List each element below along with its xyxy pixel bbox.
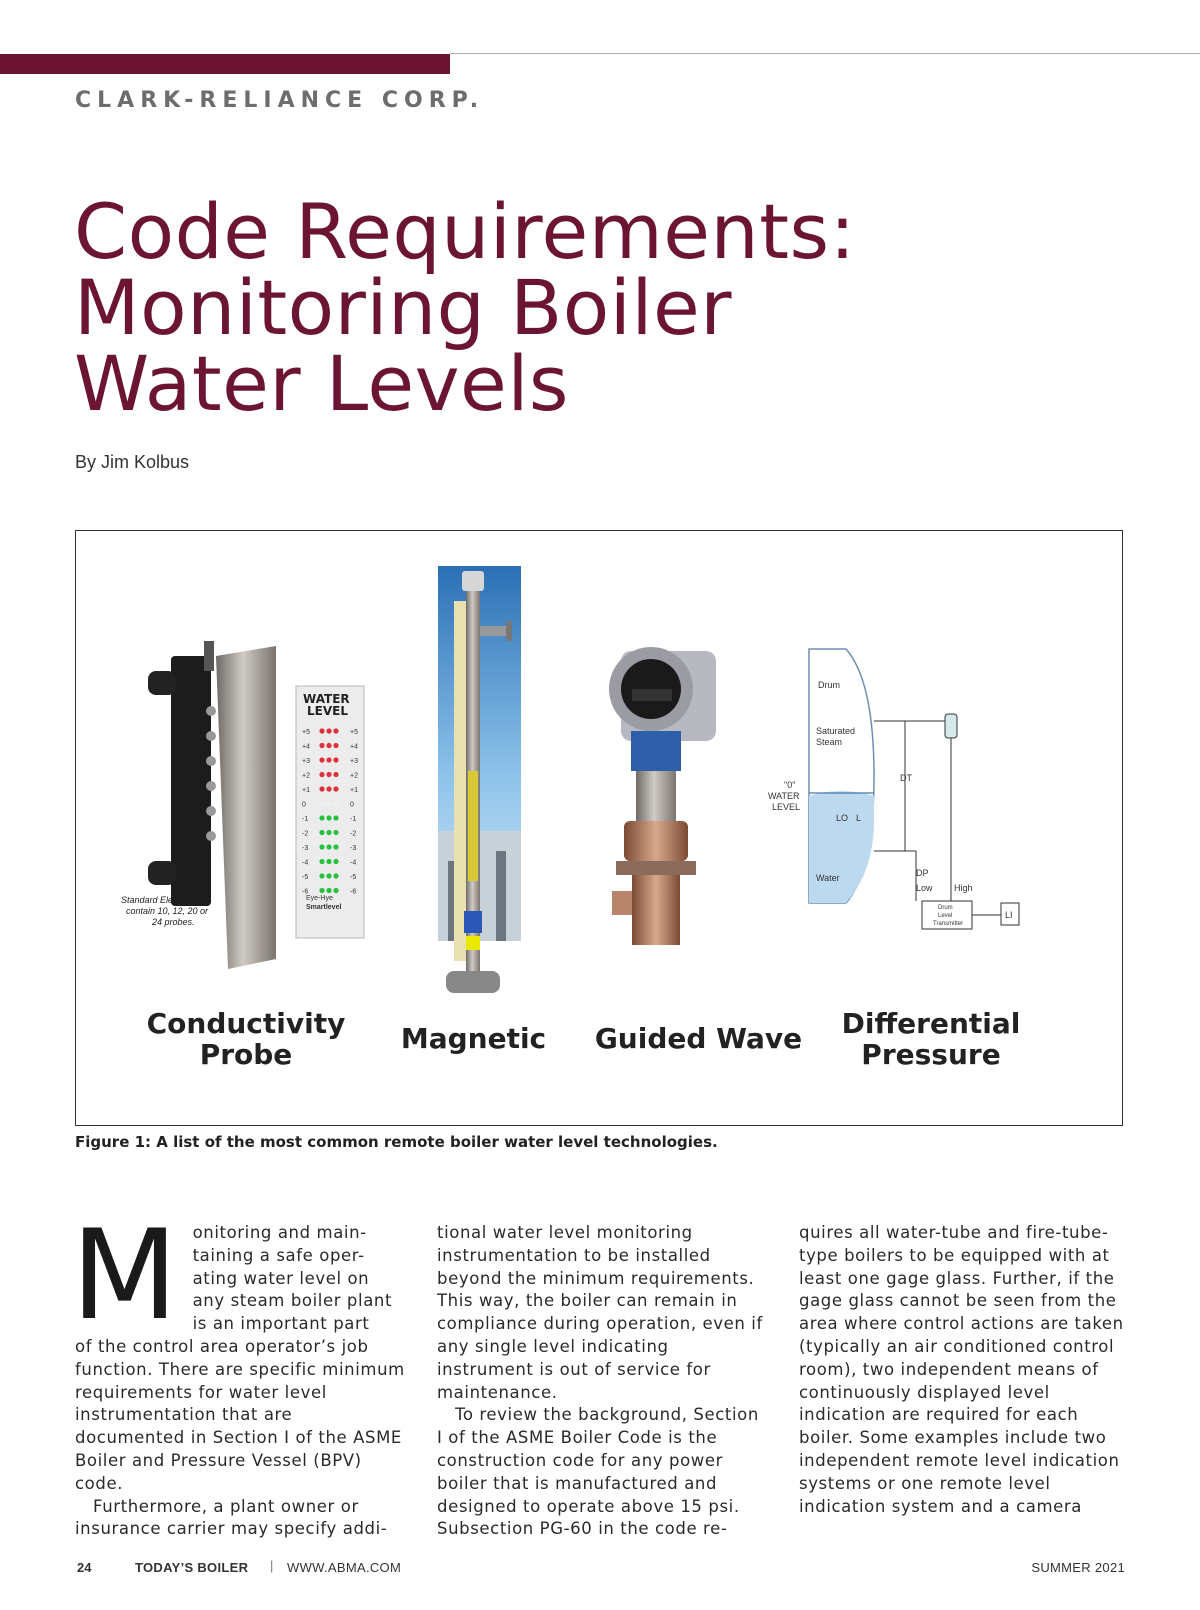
led-dot [333, 772, 338, 777]
paragraph: tional water level monitoring instrumentation to be installed beyond the minimum requirements. This way, the boiler can remain in compliance during operation, even if any single level indicating instrument is out of service for maintenance. [437, 1223, 763, 1402]
led-scale-label: +2 [350, 772, 358, 780]
electrode-note-line: 24 probes. [152, 917, 195, 927]
figure-label-line: Probe [199, 1038, 293, 1071]
led-scale-label: +5 [302, 729, 310, 736]
dp-label-lo: LO [836, 813, 849, 823]
led-scale-label: +3 [350, 758, 358, 765]
dp-label-tx-3: Transmitter [933, 921, 964, 927]
page-footer [75, 1560, 1125, 1580]
issue-date: SUMMER 2021 [1031, 1560, 1125, 1575]
led-dot [319, 859, 324, 864]
led-dot [333, 815, 338, 820]
figure-label-magnetic [386, 1023, 561, 1054]
led-scale-label: 0 [302, 801, 306, 809]
led-dot [326, 873, 331, 878]
dp-label-water: Water [816, 873, 840, 883]
paragraph: of the control area operator’s job function. There are specific minimum requirements for water level instrumentation that are documented in Section I of the ASME Boiler and Pressure Vessel (BPV) code. [75, 1336, 405, 1493]
led-scale-label: +5 [350, 729, 358, 736]
figure-label-differential-pressure [821, 1008, 1041, 1070]
led-scale-label: -3 [302, 845, 309, 852]
led-scale-label: 0 [350, 801, 354, 809]
led-scale-label: -1 [350, 816, 357, 823]
company-name: CLARK-RELIANCE CORP. [75, 88, 485, 113]
led-scale-label: -5 [302, 874, 309, 881]
body-column-1 [71, 1204, 405, 1541]
dp-label-tx-2: Level [938, 913, 953, 919]
led-scale-label: -6 [302, 888, 309, 896]
first-line: is an important part [192, 1314, 370, 1334]
title-line: Water Levels [74, 339, 570, 428]
led-scale-label: -6 [350, 888, 357, 896]
led-dot [333, 801, 338, 806]
figure-label-conductivity [136, 1008, 356, 1070]
led-dot [326, 888, 331, 893]
led-dot [319, 772, 324, 777]
dp-label-steam-1: Saturated [816, 726, 856, 736]
dp-label-tx-1: Drum [938, 905, 953, 911]
led-dot [319, 888, 324, 893]
body-column-2 [437, 1222, 767, 1541]
drop-cap: M [71, 1204, 179, 1348]
guided-wave-image [609, 647, 716, 945]
figure-label-guided-wave [591, 1023, 806, 1054]
led-scale-label: -5 [350, 874, 357, 881]
led-scale-label: +4 [302, 743, 310, 751]
dp-label-zero-2: WATER [768, 791, 800, 801]
first-line: any steam boiler plant [192, 1291, 393, 1311]
byline: By Jim Kolbus [75, 452, 190, 472]
body-column-3 [799, 1222, 1129, 1518]
led-scale-label: -2 [302, 830, 309, 838]
led-dot [319, 786, 324, 791]
paragraph: quires all water-tube and fire-tube-type boilers to be equipped with at least one gage glass. Further, if the gage glass cannot be seen from the area where control actions are taken (typically an air conditioned control room), two independent means of continuously displayed level indication are required for each boiler. Some examples include two independent remote level indication systems or one remote level indication system and a camera [799, 1223, 1124, 1516]
led-scale-label: -3 [350, 845, 357, 852]
dp-label-zero-3: LEVEL [772, 802, 801, 812]
panel-title-line: WATER [303, 692, 350, 706]
led-dot [319, 815, 324, 820]
led-scale-label: +3 [302, 758, 310, 765]
led-dot [319, 830, 324, 835]
led-dot [333, 888, 338, 893]
figure-label-line: Pressure [861, 1038, 1001, 1071]
led-dot [333, 757, 338, 762]
led-dot [319, 728, 324, 733]
led-scale-label: -2 [350, 830, 357, 838]
paragraph: To review the background, Section I of the ASME Boiler Code is the construction code for any power boiler that is manufactured and designed to operate above 15 psi. Subsection PG-60 in the code re- [437, 1405, 759, 1539]
dp-label-dp: DP [916, 868, 929, 878]
electrode-note [121, 895, 209, 927]
led-dot [319, 873, 324, 878]
dp-label-low: Low [916, 883, 933, 893]
header-accent-bar [0, 54, 450, 74]
led-dot [326, 786, 331, 791]
figure-label-line: Magnetic [400, 1022, 547, 1055]
led-dot [326, 830, 331, 835]
first-line: ating water level on [192, 1268, 370, 1288]
led-dot [326, 859, 331, 864]
figure-label-line: Differential [841, 1007, 1021, 1040]
title-line: Code Requirements: [74, 187, 856, 276]
magazine-name: TODAY’S BOILER [135, 1560, 249, 1575]
led-dot [319, 801, 324, 806]
electrode-note-line: Standard Electrodes [121, 895, 203, 905]
water-level-panel-title [303, 692, 350, 718]
website-link[interactable]: WWW.ABMA.COM [287, 1560, 402, 1575]
first-line: onitoring and main- [192, 1223, 367, 1242]
dp-label-dt: DT [900, 773, 912, 783]
figure-label-line: Conductivity [146, 1007, 346, 1040]
led-dot [333, 786, 338, 791]
dp-label-l: L [856, 813, 862, 823]
figure-box [75, 530, 1123, 1126]
led-scale-label: +1 [302, 787, 310, 794]
panel-brand-line: Eye-Hye [306, 895, 333, 902]
led-scale-label: +1 [350, 787, 358, 794]
led-scale-label: -4 [350, 859, 357, 867]
led-scale-label: +4 [350, 743, 358, 751]
article-title [74, 187, 856, 428]
dp-label-drum: Drum [818, 680, 840, 690]
led-dot [326, 757, 331, 762]
led-dot [319, 757, 324, 762]
footer-separator: | [270, 1558, 274, 1573]
dp-label-zero-1: "0" [784, 780, 796, 790]
led-scale-label: -1 [302, 816, 309, 823]
magnetic-gauge-image [438, 566, 521, 993]
led-dot [333, 844, 338, 849]
header-rule [450, 53, 1200, 54]
led-dot [333, 743, 338, 748]
figure-label-line: Guided Wave [594, 1022, 803, 1055]
panel-brand-line: Smartlevel [306, 904, 342, 911]
page-number: 24 [77, 1560, 92, 1575]
led-dot [319, 844, 324, 849]
led-dot [319, 743, 324, 748]
figure-caption: Figure 1: A list of the most common remote boiler water level technologies. [75, 1133, 718, 1151]
led-dot [333, 728, 338, 733]
differential-pressure-diagram [768, 649, 1019, 929]
led-scale-label: -4 [302, 859, 309, 867]
led-dot [333, 873, 338, 878]
led-dot [326, 801, 331, 806]
electrode-note-line: contain 10, 12, 20 or [126, 906, 209, 916]
led-dot [326, 844, 331, 849]
led-dot [333, 859, 338, 864]
panel-title-line: LEVEL [307, 704, 348, 718]
paragraph: Furthermore, a plant owner or insurance carrier may specify addi- [75, 1496, 388, 1539]
led-dot [326, 815, 331, 820]
led-dot [326, 728, 331, 733]
led-dot [326, 772, 331, 777]
first-line: taining a safe oper- [192, 1245, 365, 1265]
led-dot [326, 743, 331, 748]
title-line: Monitoring Boiler [74, 263, 732, 352]
dp-label-steam-2: Steam [816, 737, 843, 747]
dp-label-high: High [954, 883, 973, 893]
dp-label-li: LI [1005, 910, 1013, 920]
led-scale-label: +2 [302, 772, 310, 780]
led-dot [333, 830, 338, 835]
